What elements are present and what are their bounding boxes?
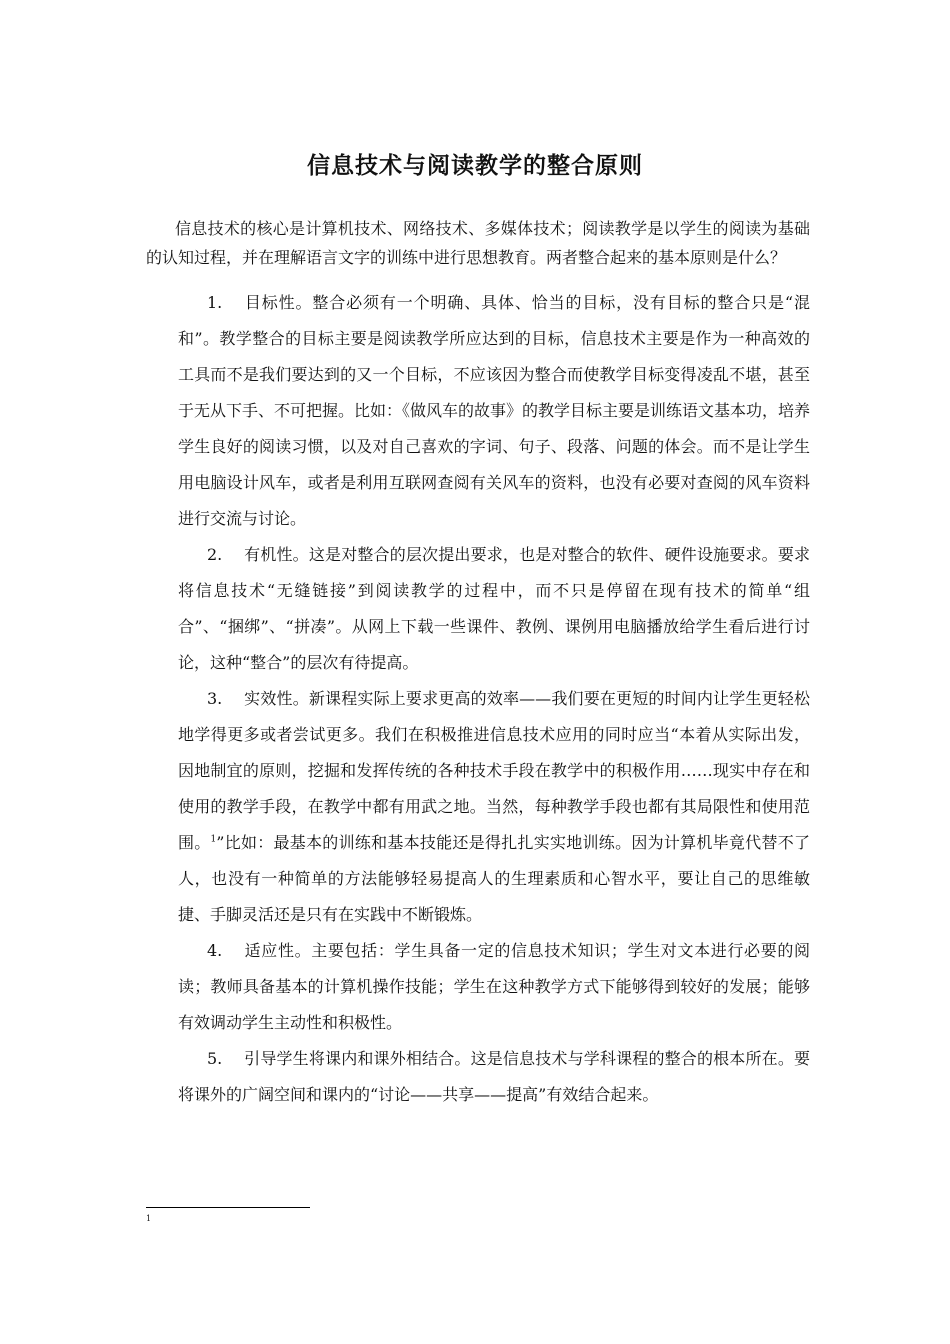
footnote-number: 1 [146,1214,152,1223]
page-title: 信息技术与阅读教学的整合原则 [307,152,643,179]
item-number: 2. [207,545,223,564]
footnote-reference[interactable]: 1 [210,834,217,845]
item-number: 1. [207,293,223,312]
list-item [178,537,810,681]
item-text: 引导学生将课内和课外相结合。这是信息技术与学科课程的整合的根本所在。要将课外的广阔空间和课内的“讨论——共享——提高”有效结合起来。 [178,1049,810,1104]
intro-paragraph: 信息技术的核心是计算机技术、网络技术、多媒体技术；阅读教学是以学生的阅读为基础的认知过程，并在理解语言文字的训练中进行思想教育。两者整合起来的基本原则是什么？ [146,219,810,267]
item-number: 3. [207,689,223,708]
item-number: 4. [207,941,223,960]
footnote-separator [146,1207,310,1208]
item-text: 实效性。新课程实际上要求更高的效率——我们要在更短的时间内让学生更轻松地学得更多或者尝试更多。我们在积极推进信息技术应用的同时应当“本着从实际出发，因地制宜的原则，挖掘和发挥传统的各种技术手段在教学中的积极作用……现实中存在和使用的教学手段，在教学中都有用武之地。当然，每种教学手段也都有其局限性和使用范围。 [178,689,810,852]
item-text: 适应性。主要包括：学生具备一定的信息技术知识；学生对文本进行必要的阅读；教师具备基本的计算机操作技能；学生在这种教学方式下能够得到较好的发展；能够有效调动学生主动性和积极性。 [178,941,810,1032]
item-number: 5. [207,1049,223,1068]
principles-list [178,285,810,1113]
item-text: 有机性。这是对整合的层次提出要求，也是对整合的软件、硬件设施要求。要求将信息技术“无缝链接”到阅读教学的过程中，而不只是停留在现有技术的简单“组合”、“捆绑”、“拼凑”。从网上下载一些课件、教例、课例用电脑播放给学生看后进行讨论，这种“整合”的层次有待提高。 [178,545,810,672]
list-item [178,285,810,537]
list-item [178,933,810,1041]
list-item [178,681,810,933]
item-text: 目标性。整合必须有一个明确、具体、恰当的目标，没有目标的整合只是“混和”。教学整合的目标主要是阅读教学所应达到的目标，信息技术主要是作为一种高效的工具而不是我们要达到的又一个目标，不应该因为整合而使教学目标变得凌乱不堪，甚至于无从下手、不可把握。比如：《做风车的故事》的教学目标主要是训练语文基本功，培养学生良好的阅读习惯，以及对自己喜欢的字词、句子、段落、问题的体会。而不是让学生用电脑设计风车，或者是利用互联网查阅有关风车的资料，也没有必要对查阅的风车资料进行交流与讨论。 [178,293,811,528]
list-item [178,1041,810,1113]
item-text-continued: ”比如：最基本的训练和基本技能还是得扎扎实实地训练。因为计算机毕竟代替不了人，也没有一种简单的方法能够轻易提高人的生理素质和心智水平，要让自己的思维敏捷、手脚灵活还是只有在实践中不断锻炼。 [178,833,810,924]
